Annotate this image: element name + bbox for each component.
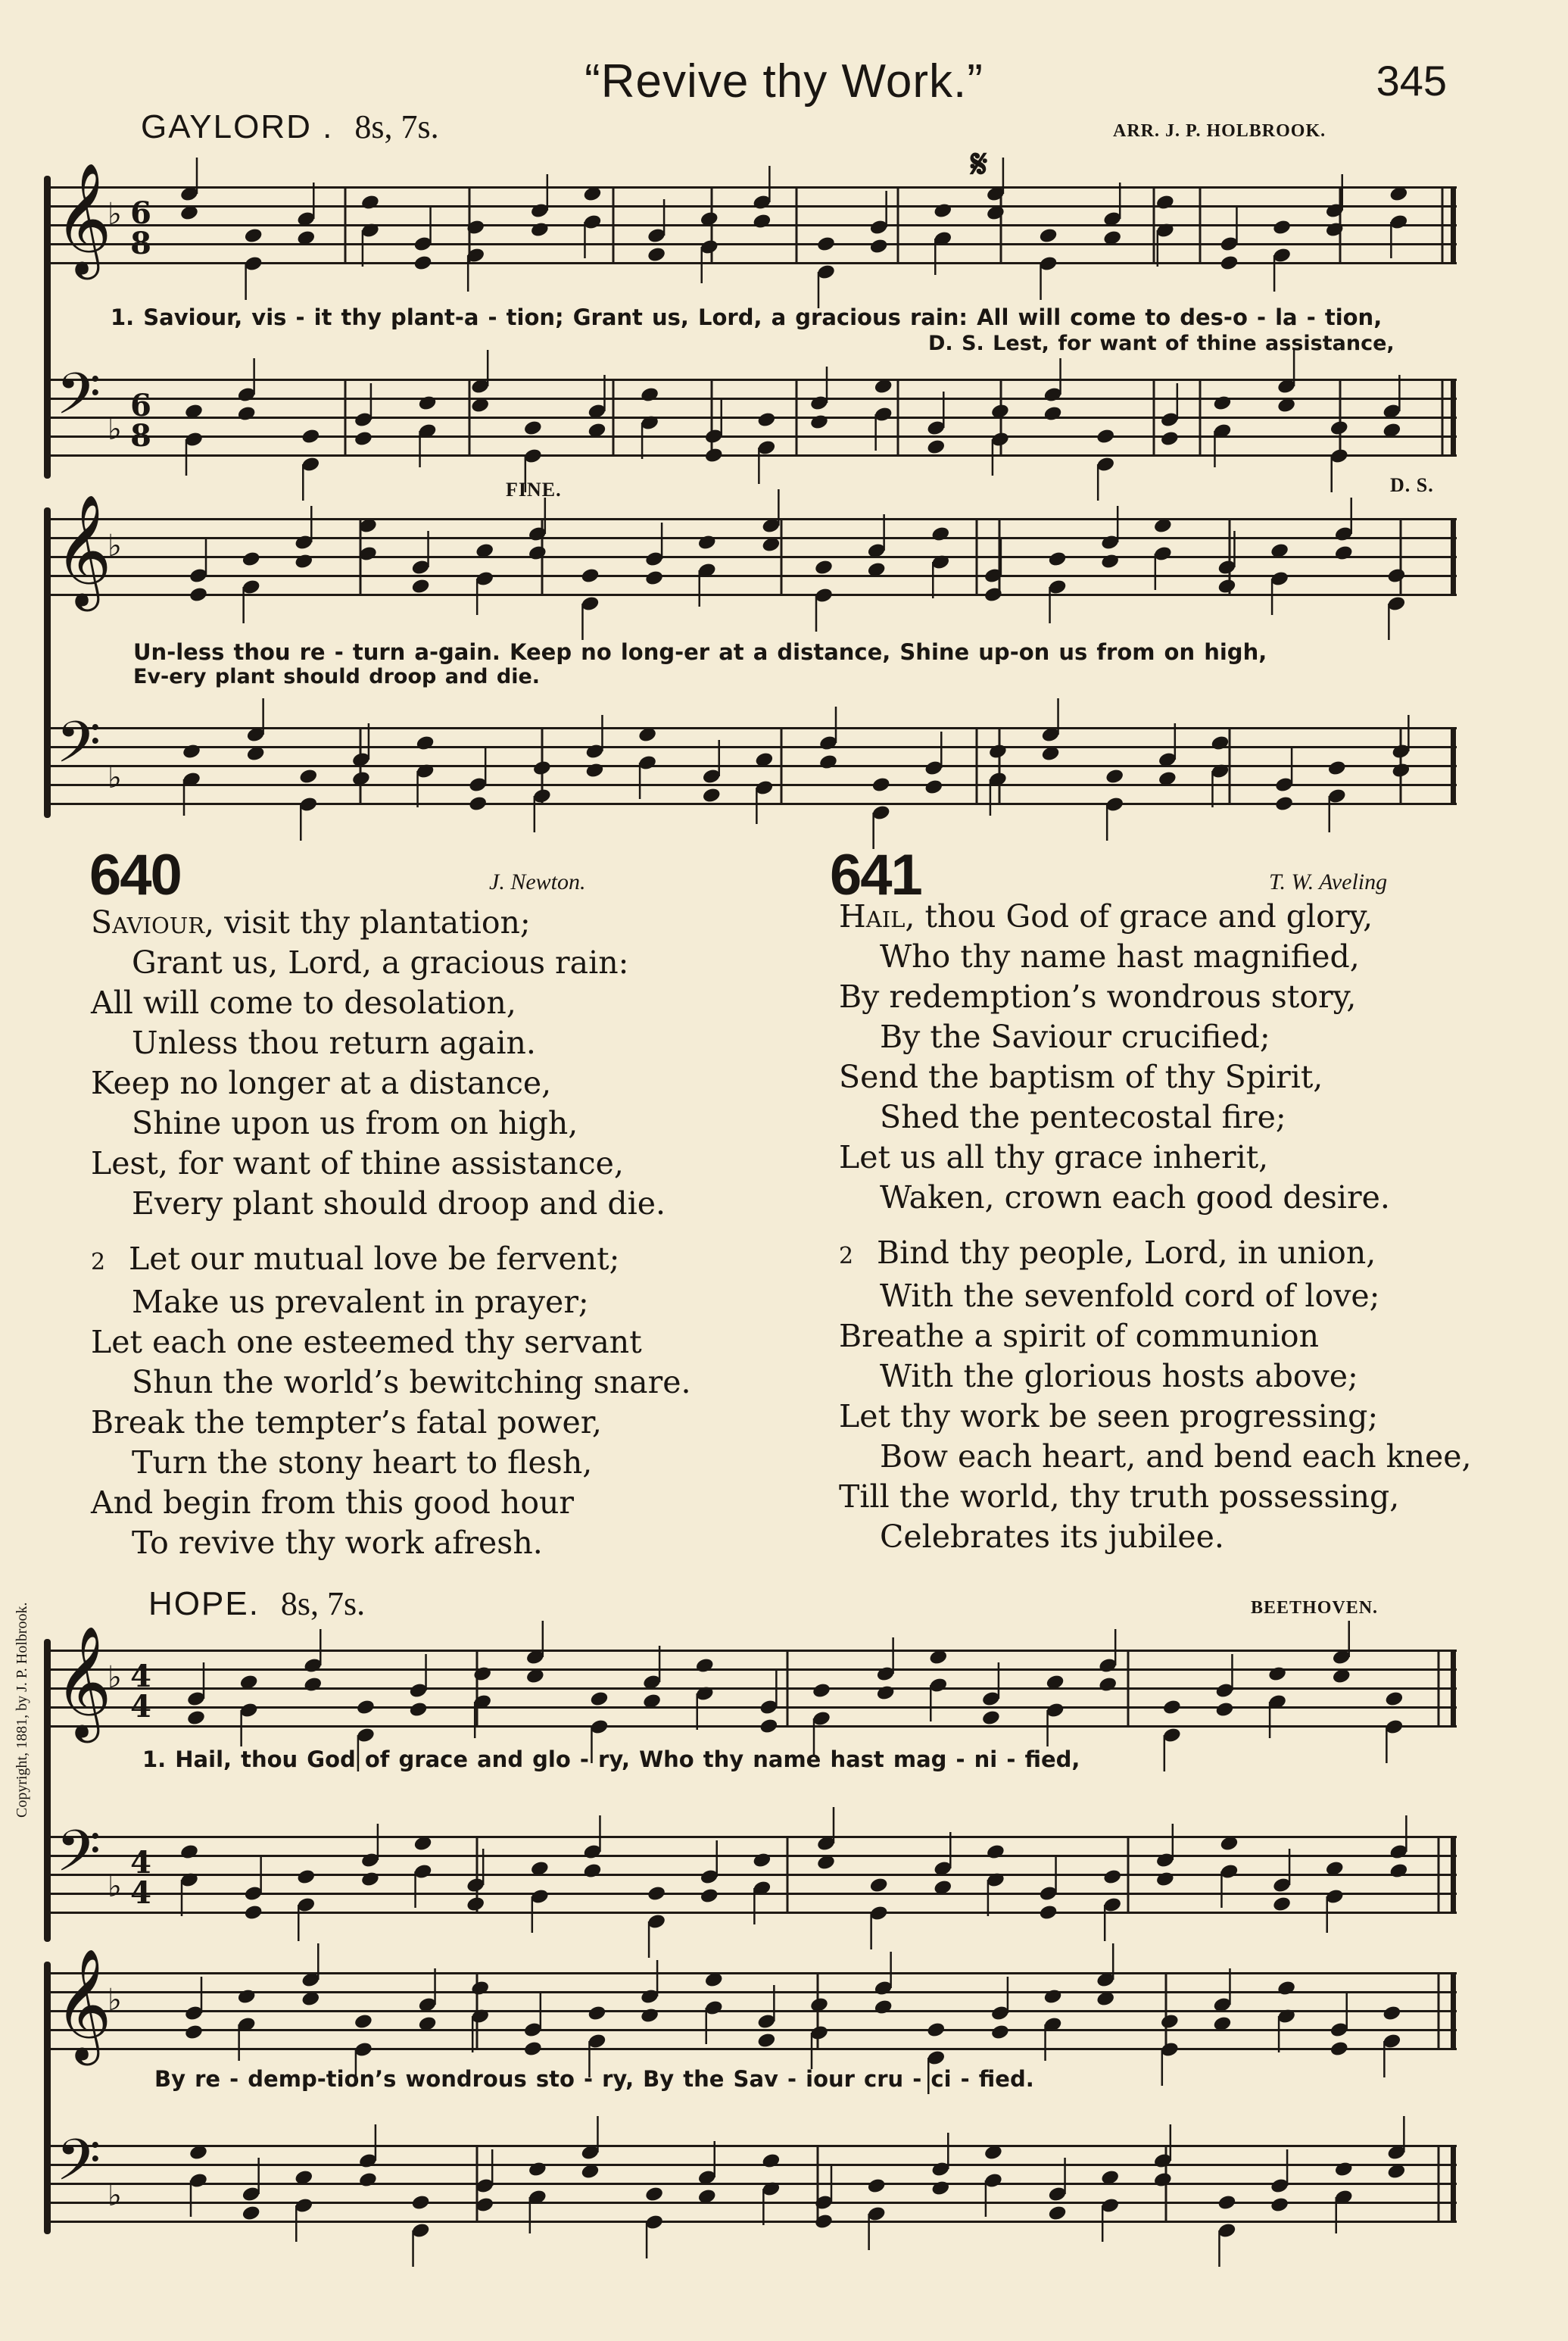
notehead <box>1386 2163 1406 2180</box>
stanza-line: 2 Let our mutual love be fervent; <box>91 1239 691 1282</box>
notehead <box>184 403 204 420</box>
stanza-line: Breathe a spirit of communion <box>839 1318 1320 1354</box>
notehead <box>1212 395 1232 412</box>
tune-meter: 8s, 7s. <box>354 108 439 145</box>
notehead <box>1153 2171 1173 2189</box>
flat-icon: ♭ <box>108 1660 122 1695</box>
arranger-credit: ARR. J. P. HOLBROOK. <box>1113 121 1326 141</box>
notehead <box>242 551 261 568</box>
notehead <box>417 2015 437 2033</box>
notehead <box>360 1871 380 1888</box>
notehead <box>1153 517 1173 535</box>
stanza-line: And begin from this good hour <box>91 1484 575 1521</box>
notehead <box>1330 420 1349 437</box>
notehead <box>816 1854 836 1871</box>
notehead <box>642 1693 662 1710</box>
notehead <box>1160 2013 1180 2030</box>
notehead <box>1047 2205 1067 2222</box>
time-signature: 6 8 <box>130 388 151 454</box>
notehead <box>1334 2161 1354 2178</box>
notehead <box>756 411 776 429</box>
notehead <box>1210 735 1230 752</box>
notehead <box>702 787 722 804</box>
stanza-line: Celebrates its jubilee. <box>880 1519 1224 1555</box>
final-barline <box>1451 379 1456 454</box>
notehead <box>871 776 891 794</box>
notehead <box>697 534 717 551</box>
final-barline <box>1451 1972 1456 2048</box>
notehead <box>754 751 774 769</box>
notehead <box>867 561 887 579</box>
lyric-line-2-ds: Ev-ery plant should droop and die. <box>133 665 541 688</box>
notehead <box>809 1996 829 2014</box>
notehead <box>988 743 1008 760</box>
notehead <box>528 545 547 562</box>
notehead <box>924 779 943 796</box>
notehead <box>1096 428 1115 445</box>
notehead <box>189 586 208 604</box>
notehead <box>360 194 380 211</box>
notehead <box>809 414 829 431</box>
stanza-line: Let each one esteemed thy servant <box>91 1324 642 1360</box>
notehead <box>358 2171 378 2189</box>
notehead <box>1038 1904 1058 1921</box>
notehead <box>1325 221 1345 239</box>
notehead <box>986 1843 1005 1861</box>
flat-icon: ♭ <box>108 412 122 447</box>
stanza-line: Let thy work be seen progressing; <box>839 1398 1379 1434</box>
lyric-line-4: By re - demp-tion’s wondrous sto - ry, By the Sav - iour cru - ci - fied. <box>154 2066 1034 2092</box>
notehead <box>239 1674 259 1691</box>
notehead <box>1267 1665 1287 1683</box>
notehead <box>990 2024 1010 2041</box>
notehead <box>1105 768 1124 785</box>
notehead <box>410 2194 430 2211</box>
bass-clef-icon: 𝄢 <box>56 361 101 442</box>
notehead <box>472 1665 492 1683</box>
notehead <box>530 1860 550 1877</box>
notehead <box>1162 1699 1182 1716</box>
stanza-line: Grant us, Lord, a gracious rain: <box>132 944 629 981</box>
notehead <box>704 1971 724 1989</box>
bass-clef-icon: 𝄢 <box>56 709 101 790</box>
notehead <box>1045 1674 1065 1691</box>
notehead <box>869 238 889 255</box>
notehead <box>874 1999 893 2016</box>
notehead <box>470 1980 490 1997</box>
notehead <box>933 202 952 220</box>
stanza-line: Every plant should droop and die. <box>132 1185 666 1222</box>
final-barline <box>1451 727 1456 803</box>
notehead <box>410 578 430 595</box>
notehead <box>179 1843 199 1861</box>
notehead <box>869 1877 889 1894</box>
notehead <box>408 1701 428 1718</box>
notehead <box>587 2005 606 2022</box>
notehead <box>986 204 1005 222</box>
treble-clef-icon: 𝄞 <box>55 162 112 275</box>
notehead <box>1219 1835 1239 1853</box>
notehead <box>301 1990 320 2008</box>
flat-icon: ♭ <box>108 2178 122 2213</box>
notehead <box>640 386 659 404</box>
notehead <box>990 403 1010 420</box>
hymn-author: J. Newton. <box>489 869 586 894</box>
notehead <box>182 743 201 760</box>
notehead <box>1391 762 1411 779</box>
notehead <box>189 2144 208 2162</box>
stanza-line: Shun the world’s bewitching snare. <box>132 1364 691 1400</box>
notehead <box>1155 1871 1175 1888</box>
notehead <box>530 221 550 239</box>
notehead <box>1272 219 1292 236</box>
tune-name: HOPE. <box>148 1585 260 1622</box>
hymn-author: T. W. Aveling <box>1269 869 1388 894</box>
notehead <box>1040 745 1060 763</box>
stanza-line: Saviour, visit thy plantation; <box>91 904 531 941</box>
treble-clef-icon: 𝄞 <box>55 1625 112 1738</box>
time-signature: 6 8 <box>130 195 151 261</box>
notehead <box>303 1676 323 1693</box>
final-barline <box>1451 2145 1456 2221</box>
notehead <box>1043 405 1062 423</box>
notehead <box>816 236 836 253</box>
copyright-notice: Copyright, 1881, by J. P. Holbrook. <box>14 1602 30 1818</box>
stanza-line: Who thy name hast magnified, <box>880 938 1360 975</box>
notehead <box>1043 1988 1062 2005</box>
notehead <box>354 430 373 448</box>
stanza-line: Send the baptism of thy Spirit, <box>839 1059 1323 1095</box>
notehead <box>1389 186 1408 203</box>
notehead <box>1334 545 1354 562</box>
stanza-line: 2 Bind thy people, Lord, in union, <box>839 1233 1472 1276</box>
notehead <box>237 1988 257 2005</box>
notehead <box>812 1682 831 1700</box>
notehead <box>640 2007 659 2024</box>
notehead <box>580 567 600 585</box>
stanza-line: Shine upon us from on high, <box>132 1105 578 1141</box>
notehead <box>1270 542 1289 560</box>
notehead <box>752 1852 772 1869</box>
notehead <box>700 1887 719 1905</box>
stanza-line: Lest, for want of thine assistance, <box>91 1145 624 1181</box>
notehead <box>417 395 437 412</box>
notehead <box>647 1885 666 1902</box>
notehead <box>644 2186 664 2203</box>
notehead <box>1047 551 1067 568</box>
ds-mark: D. S. <box>1390 474 1434 496</box>
notehead <box>354 2013 373 2030</box>
notehead <box>1217 2194 1236 2211</box>
notehead <box>984 2144 1003 2162</box>
notehead <box>876 1684 896 1702</box>
notehead <box>301 428 320 445</box>
notehead <box>351 770 371 788</box>
stanza-line: Hail, thou God of grace and glory, <box>839 898 1373 935</box>
stanza-line: Till the world, thy truth possessing, <box>839 1478 1400 1515</box>
notehead <box>926 439 946 456</box>
notehead <box>356 1699 376 1716</box>
final-barline <box>1451 518 1456 594</box>
notehead <box>761 536 781 554</box>
notehead <box>1155 194 1175 211</box>
lyric-line-2: Un-less thou re - turn a-gain. Keep no long-er at a distance, Shine up-on us from on high, <box>133 639 1267 665</box>
notehead <box>761 2152 781 2170</box>
verse-number: 2 <box>91 1249 106 1275</box>
flat-icon: ♭ <box>108 760 122 795</box>
composer-credit: BEETHOVEN. <box>1251 1598 1379 1618</box>
stanza-line: Shed the pentecostal fire; <box>880 1099 1286 1135</box>
treble-clef-icon: 𝄞 <box>55 1948 112 2061</box>
notehead <box>587 422 606 439</box>
notehead <box>1330 2040 1349 2058</box>
notehead <box>1277 1980 1296 1997</box>
notehead <box>1160 430 1180 448</box>
notehead <box>413 254 432 272</box>
stanza-line: Keep no longer at a distance, <box>91 1065 552 1101</box>
final-barline <box>1451 1650 1456 1725</box>
bass-clef-icon: 𝄢 <box>56 1818 101 1899</box>
notehead <box>647 246 666 264</box>
notehead <box>296 1868 316 1886</box>
notehead <box>475 542 494 560</box>
verse-number: 2 <box>839 1243 854 1269</box>
notehead <box>931 2180 950 2197</box>
notehead <box>244 1904 263 1921</box>
notehead <box>415 735 435 752</box>
notehead <box>1217 578 1236 595</box>
notehead <box>759 1718 778 1735</box>
notehead <box>867 2177 887 2195</box>
notehead <box>237 405 257 423</box>
notehead <box>931 526 950 543</box>
tune-meter: 8s, 7s. <box>280 1585 366 1622</box>
notehead <box>528 2161 547 2178</box>
notehead <box>1100 2169 1120 2186</box>
notehead <box>523 420 543 437</box>
page-number: 345 <box>1376 57 1447 105</box>
lyric-line-1: 1. Saviour, vis - it thy plant-a - tion; Grant us, Lord, a gracious rain: All will come to des-o - la - tion, <box>111 304 1383 330</box>
notehead <box>1102 1868 1122 1886</box>
notehead <box>1214 1701 1234 1718</box>
lyric-line-3: 1. Hail, thou God of grace and glo - ry, Who thy name hast mag - ni - fied, <box>142 1746 1080 1772</box>
notehead <box>584 762 604 779</box>
notehead <box>928 1649 948 1666</box>
stanza-line: Let us all thy grace inherit, <box>839 1139 1269 1175</box>
hymn-number-641: 641 <box>830 843 921 907</box>
notehead <box>246 745 266 763</box>
stanza-line: With the sevenfold cord of love; <box>880 1278 1380 1314</box>
fine-mark: FINE. <box>506 479 562 501</box>
notehead <box>184 2024 204 2041</box>
time-signature: 4 4 <box>130 1845 151 1911</box>
notehead <box>296 229 316 247</box>
notehead <box>244 227 263 245</box>
notehead <box>1325 1860 1345 1877</box>
notehead <box>1038 227 1058 245</box>
stanza-line: Bow each heart, and bend each knee, <box>880 1438 1472 1475</box>
flat-icon: ♭ <box>108 1869 122 1904</box>
notehead <box>294 553 313 570</box>
notehead <box>523 2040 543 2058</box>
notehead <box>580 2163 600 2180</box>
notehead <box>186 1709 206 1727</box>
notehead <box>1274 795 1294 813</box>
notehead <box>644 570 664 587</box>
notehead <box>1212 2015 1232 2033</box>
notehead <box>1382 2005 1401 2022</box>
notehead <box>582 186 602 203</box>
notehead <box>1386 567 1406 585</box>
notehead <box>1332 1668 1351 1685</box>
notehead <box>697 2188 717 2205</box>
stanza-line: Unless thou return again. <box>132 1025 536 1061</box>
notehead <box>1384 1690 1404 1708</box>
notehead <box>1100 553 1120 570</box>
stanza-line: All will come to desolation, <box>91 985 516 1021</box>
stanza-line: Waken, crown each good desire. <box>880 1179 1390 1216</box>
notehead <box>466 1896 485 1913</box>
notehead <box>704 447 724 464</box>
notehead <box>1270 2196 1289 2214</box>
notehead <box>1219 254 1239 272</box>
stanza-line: By redemption’s wondrous story, <box>839 979 1357 1015</box>
notehead <box>1389 1862 1408 1880</box>
notehead <box>589 1690 609 1708</box>
notehead <box>1327 760 1347 777</box>
flat-icon: ♭ <box>108 529 122 563</box>
notehead <box>413 1835 432 1853</box>
stanza-line: Make us prevalent in prayer; <box>132 1284 589 1320</box>
page-title: “Revive thy Work.” <box>584 55 984 108</box>
notehead <box>756 2032 776 2049</box>
notehead <box>700 211 719 228</box>
notehead <box>1158 770 1177 788</box>
notehead <box>532 760 552 777</box>
notehead <box>294 2169 313 2186</box>
notehead <box>468 795 488 813</box>
notehead <box>1382 422 1401 439</box>
notehead <box>1096 1990 1115 2008</box>
stanza-line: With the glorious hosts above; <box>880 1358 1358 1394</box>
segno-icon: 𝄋 <box>971 141 988 187</box>
flat-icon: ♭ <box>108 197 122 232</box>
notehead <box>1098 1676 1118 1693</box>
notehead <box>981 1709 1001 1727</box>
final-barline <box>1451 186 1456 262</box>
notehead <box>179 204 199 222</box>
notehead <box>242 2205 261 2222</box>
hymn-number-640: 640 <box>89 843 181 907</box>
notehead <box>298 768 318 785</box>
notehead <box>752 213 772 230</box>
notehead <box>874 378 893 395</box>
lyric-line-1-ds: D. S. Lest, for want of thine assistance, <box>928 332 1395 355</box>
stanza-line: Turn the stony heart to flesh, <box>132 1444 593 1481</box>
notehead <box>1102 229 1122 247</box>
notehead <box>1277 397 1296 414</box>
time-signature: 4 4 <box>130 1659 151 1725</box>
notehead <box>637 726 657 744</box>
notehead <box>818 754 838 771</box>
notehead <box>695 1657 715 1675</box>
notehead <box>926 2021 946 2039</box>
notehead <box>582 1862 602 1880</box>
notehead <box>814 559 834 576</box>
final-barline <box>1451 1836 1456 1912</box>
tune-name: GAYLORD . <box>141 108 334 145</box>
bass-clef-icon: 𝄢 <box>56 2127 101 2208</box>
notehead <box>933 1879 952 1896</box>
stanza-line: By the Saviour crucified; <box>880 1019 1270 1055</box>
stanza-line: To revive thy work afresh. <box>132 1525 543 1561</box>
stanza-line: Break the tempter’s fatal power, <box>91 1404 602 1440</box>
notehead <box>525 1668 545 1685</box>
notehead <box>1272 1896 1292 1913</box>
treble-clef-icon: 𝄞 <box>55 494 112 607</box>
flat-icon: ♭ <box>108 1983 122 2018</box>
notehead <box>470 397 490 414</box>
